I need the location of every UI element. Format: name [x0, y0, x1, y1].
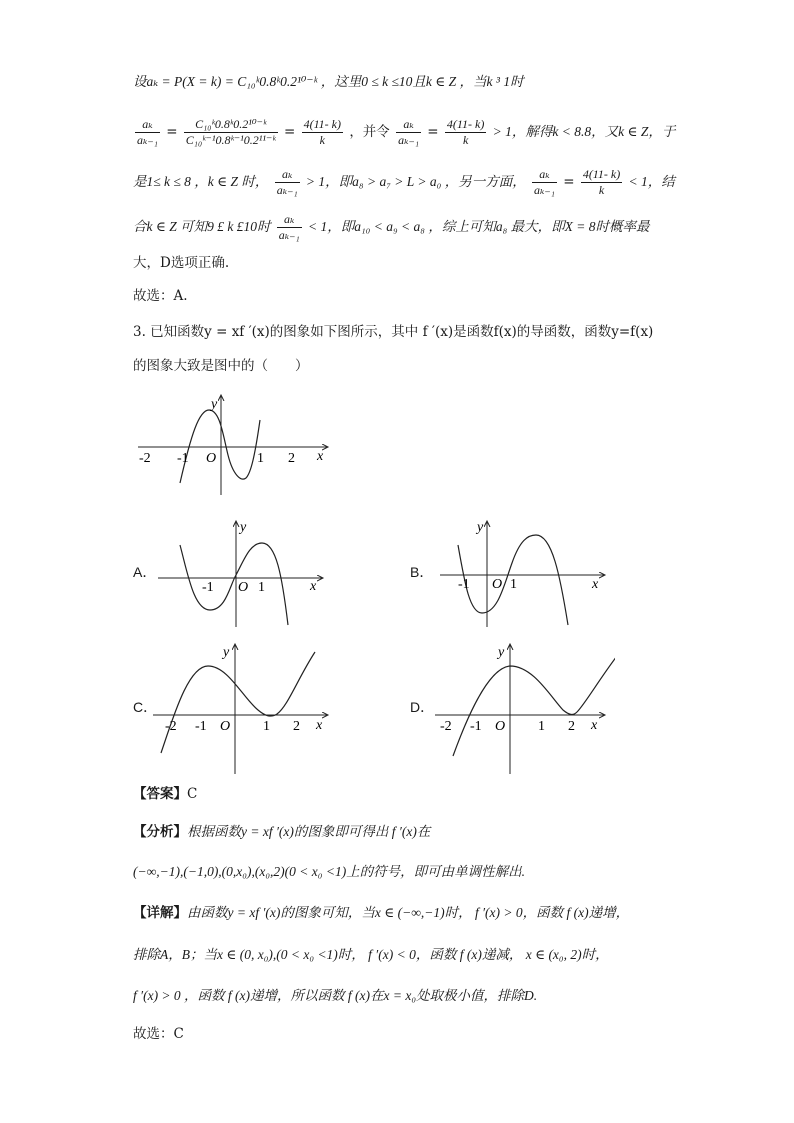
solution-line-5: 大，D选项正确. — [133, 255, 230, 271]
fraction-ak-ratio-3: $\frac{\text{aₖ}}{\text{aₖ₋₁}}$ — [276, 167, 298, 197]
answer-value: C — [187, 786, 198, 802]
tick-neg2: -2 — [165, 719, 177, 734]
x-axis-label: x — [592, 577, 599, 592]
option-c-graph[interactable] — [153, 638, 333, 778]
main-graph — [133, 390, 343, 500]
fraction-result: $\frac{4(11- k)}{k}$ — [303, 117, 342, 147]
answer-line — [133, 784, 197, 804]
option-d-graph[interactable] — [435, 638, 615, 778]
option-c-label: C． — [133, 699, 158, 715]
tick-neg1: -1 — [458, 577, 470, 592]
origin-label: O — [495, 719, 506, 734]
solution-line-4 — [133, 212, 650, 243]
line-4-text-a: 合k ∈ Z 可知9 £ k £10时 — [133, 219, 271, 234]
option-a-curve — [180, 543, 288, 625]
tick-neg1: -1 — [202, 580, 214, 595]
option-d-curve — [453, 652, 615, 756]
option-b-graph[interactable] — [440, 515, 610, 630]
option-a-graph[interactable] — [158, 515, 328, 630]
origin-label: O — [220, 719, 231, 734]
tick-1: 1 — [538, 719, 545, 734]
origin-label: O — [206, 451, 217, 466]
tick-2: 2 — [568, 719, 575, 734]
option-c-curve — [161, 652, 315, 753]
tick-neg2: -2 — [440, 719, 452, 734]
analysis-text-2: (−∞,−1),(−1,0),(0,x₀),(x₀,2)(0 < x₀ <1)上的符号，即可由单调性解出. — [133, 864, 526, 879]
analysis-line-1 — [133, 822, 430, 842]
fraction-result-3: $\frac{4(11- k)}{k}$ — [582, 167, 621, 197]
tick-neg1: -1 — [177, 451, 189, 466]
detail-line-2 — [133, 945, 609, 965]
analysis-text-1: 根据函数y = xf ′(x)的图象即可得出 f ′(x)在 — [187, 824, 431, 839]
tick-neg1: -1 — [195, 719, 207, 734]
y-axis-label: y — [498, 645, 505, 660]
fraction-ak-ratio-2: $\frac{\text{aₖ}}{\text{aₖ₋₁}}$ — [398, 117, 419, 147]
fraction-ak-ratio: $\frac{\text{aₖ}}{\text{aₖ₋₁}}$ — [137, 117, 158, 147]
tick-1: 1 — [263, 719, 270, 734]
option-d-label: D． — [410, 699, 435, 715]
fraction-result-2: $\frac{4(11- k)}{k}$ — [446, 117, 485, 147]
fraction-binomial-ratio: $\frac{\text{C₁₀ᵏ0.8ᵏ0.2¹⁰⁻ᵏ}}{\text{C₁₀ᵏ⁻¹0.8ᵏ⁻¹0.2¹¹⁻ᵏ}}$ — [185, 117, 276, 147]
tick-2: 2 — [293, 719, 300, 734]
x-axis-label: x — [316, 718, 323, 733]
fraction-ak-ratio-4: $\frac{\text{aₖ}}{\text{aₖ₋₁}}$ — [534, 167, 555, 197]
answer-tag: 【答案】 — [133, 786, 187, 802]
analysis-tag: 【分析】 — [133, 824, 187, 840]
line-4-text-b: < 1，即a₁₀ < a₉ < a₈ ，综上可知a₈ 最大，即X = 8时概率最 — [307, 219, 650, 234]
solution-line-2: $\frac{\text{aₖ}}{\text{aₖ₋₁}}$ = $\frac{\text{C₁₀ᵏ0.8ᵏ0.2¹⁰⁻ᵏ}}{\text{C₁₀ᵏ⁻¹0.8ᵏ⁻¹0.2¹¹⁻ᵏ}}$ = $\frac{4(11- k)}{k}$ ，并令 $\frac{\text{aₖ}}{\text{aₖ₋₁}}$ = $\frac{4(11- k)}{k}$ > 1，解得k < 8.8，又k ∈ Z，于 — [137, 117, 676, 147]
option-b-label: B． — [410, 564, 434, 580]
x-axis-label: x — [591, 718, 598, 733]
tick-neg2: -2 — [139, 451, 151, 466]
detail-tag: 【详解】 — [133, 905, 187, 921]
x-axis-label: x — [310, 579, 317, 594]
origin-label: O — [492, 577, 503, 592]
solution-line-3: 是1≤ k ≤ 8 ，k ∈ Z 时， $\frac{\text{aₖ}}{\text{aₖ₋₁}}$ > 1，即a₈ > a₇ > L > a₀ ，另一方面， $\frac{\text{aₖ}}{\text{aₖ₋₁}}$ = $\frac{4(11- k)}{k}$ < 1，结 — [133, 167, 675, 197]
tick-1: 1 — [510, 577, 517, 592]
tick-2: 2 — [288, 451, 295, 466]
x-axis-label: x — [317, 449, 324, 464]
tick-1: 1 — [257, 451, 264, 466]
detail-text-3: f ′(x) > 0 ，函数 f (x)递增，所以函数 f (x)在x = x₀处取极小值，排除D. — [133, 988, 538, 1003]
choice-line-a: 故选：A. — [133, 288, 188, 304]
final-choice: 故选：C — [133, 1026, 184, 1042]
line-2-text-a: ，并令 — [349, 124, 390, 140]
detail-text-2: 排除A，B；当x ∈ (0, x₀),(0 < x₀ <1)时， f ′(x) < 0，函数 f (x)递减， x ∈ (x₀, 2)时， — [133, 947, 609, 962]
question-3-stem: 3. 已知函数y = xf ′(x)的图象如下图所示，其中 f ′(x)是函数f(x)的导函数，函数y=f(x) — [133, 324, 654, 340]
solution-line-1 — [133, 72, 524, 92]
detail-line-1 — [133, 903, 629, 923]
option-a-label: A． — [133, 564, 157, 580]
tick-neg1: -1 — [470, 719, 482, 734]
y-axis-label: y — [477, 520, 484, 535]
line-1-text: 设aₖ = P(X = k) = C₁₀ᵏ0.8ᵏ0.2¹⁰⁻ᵏ ，这里0 ≤ k ≤10且k ∈ Z ，当k ³ 1时 — [133, 74, 524, 89]
line-3-text-b: > 1，即a₈ > a₇ > L > a₀ ，另一方面， — [305, 174, 526, 189]
line-3-text-a: 是1≤ k ≤ 8 ，k ∈ Z 时， — [133, 174, 269, 189]
question-3-stem-2: 的图象大致是图中的（ ） — [133, 358, 309, 374]
y-axis-label: y — [240, 520, 247, 535]
line-3-text-c: < 1，结 — [628, 174, 675, 189]
detail-line-3 — [133, 986, 537, 1006]
analysis-line-2 — [133, 862, 525, 882]
line-2-text-b: > 1，解得k < 8.8，又k ∈ Z，于 — [492, 124, 676, 139]
tick-1: 1 — [258, 580, 265, 595]
detail-text-1: 由函数y = xf ′(x)的图象可知，当x ∈ (−∞,−1)时， f ′(x) > 0，函数 f (x)递增， — [187, 905, 630, 920]
origin-label: O — [238, 580, 249, 595]
y-axis-label: y — [211, 397, 218, 412]
y-axis-label: y — [223, 645, 230, 660]
fraction-ak-ratio-5: $\frac{\text{aₖ}}{\text{aₖ₋₁}}$ — [278, 212, 300, 242]
